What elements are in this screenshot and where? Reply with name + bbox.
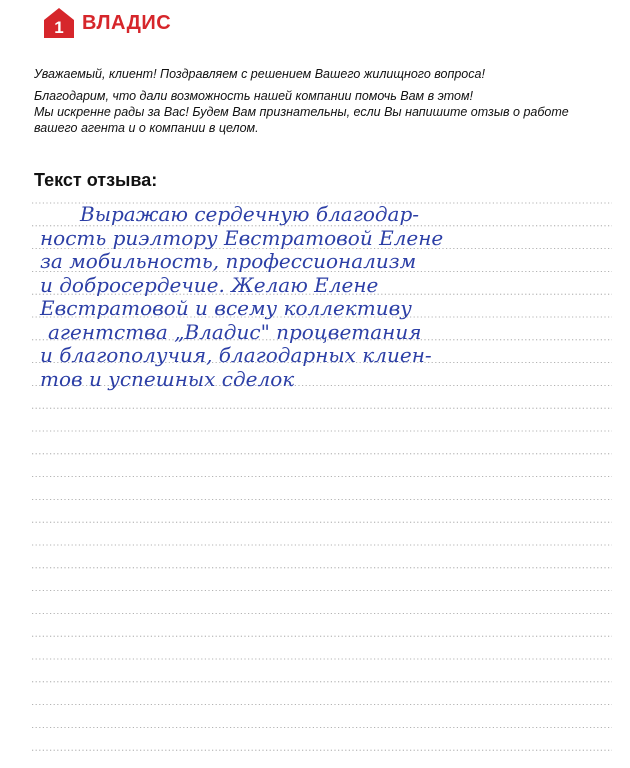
greeting-text: Уважаемый, клиент! Поздравляем с решением Вашего жилищного вопроса! [34, 67, 485, 81]
handwritten-line: тов и успешных сделок [40, 366, 295, 391]
thanks-text: Благодарим, что дали возможность нашей компании помочь Вам в этом! [34, 89, 474, 103]
handwritten-line: агентства „Владис" процветания [48, 319, 422, 344]
brand-name: ВЛАДИС [82, 11, 172, 34]
request-text-line-1: Мы искренне рады за Вас! Будем Вам признательны, если Вы напишите отзыв о работе [34, 105, 569, 119]
handwritten-line: Выражаю сердечную благодар- [80, 202, 420, 226]
handwritten-line: и благополучия, благодарных клиен- [40, 343, 432, 367]
handwritten-line: Евстратовой и всему коллективу [40, 296, 412, 320]
request-text-line-2: вашего агента и о компании в целом. [34, 121, 259, 135]
handwritten-line: ность риэлтору Евстратовой Елене [40, 225, 444, 250]
review-heading: Текст отзыва: [34, 170, 158, 190]
handwritten-line: и добросердечие. Желаю Елене [40, 272, 379, 297]
svg-text:1: 1 [54, 18, 64, 37]
handwritten-line: за мобильность, профессионализм [40, 249, 417, 273]
